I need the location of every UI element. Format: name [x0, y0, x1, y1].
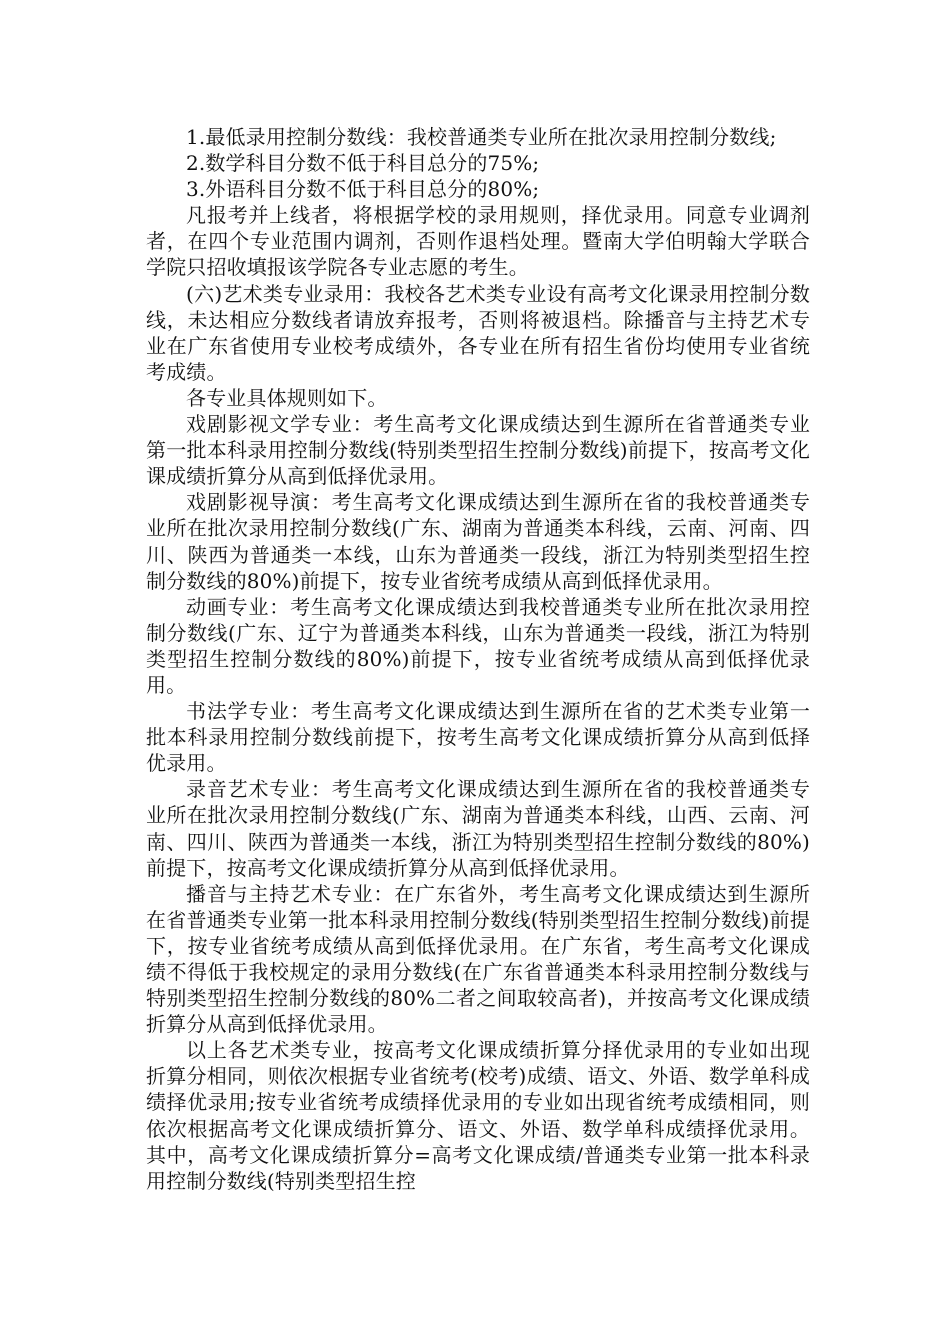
paragraph-tie-breaking: 以上各艺术类专业，按高考文化课成绩折算分择优录用的专业如出现折算分相同，则依次根据专业省统考(校考)成绩、语文、外语、数学单科成绩择优录用;按专业省统考成绩择优录用的专业如出现省统考成绩相同，则依次根据高考文化课成绩折算分、语文、外语、数学单科成绩择优录用。其中，高考文化课成绩折算分=高考文化课成绩/普通类专业第一批本科录用控制分数线(特别类型招生控 [146, 1038, 810, 1193]
paragraph-rules-intro: 各专业具体规则如下。 [186, 385, 388, 410]
document-body [146, 124, 810, 1194]
paragraph-foreign-language-score: 3.外语科目分数不低于科目总分的80%; [186, 177, 540, 202]
paragraph-min-score: 1.最低录用控制分数线：我校普通类专业所在批次录用控制分数线; [186, 125, 777, 149]
paragraph-art-admission: (六)艺术类专业录用：我校各艺术类专业设有高考文化课录用控制分数线，未达相应分数线者请放弃报考，否则将被退档。除播音与主持艺术专业在广东省使用专业校考成绩外，各专业在所有招生省份均使用专业省统考成绩。 [146, 281, 810, 384]
paragraph-broadcasting: 播音与主持艺术专业：在广东省外，考生高考文化课成绩达到生源所在省普通类专业第一批本科录用控制分数线(特别类型招生控制分数线)前提下，按专业省统考成绩从高到低择优录用。在广东省，考生高考文化课成绩不得低于我校规定的录用分数线(在广东省普通类本科录用控制分数线与特别类型招生控制分数线的80%二者之间取较高者)，并按高考文化课成绩折算分从高到低择优录用。 [146, 881, 810, 1037]
paragraph-math-score: 2.数学科目分数不低于科目总分的75%; [186, 151, 540, 176]
paragraph-admission-rule: 凡报考并上线者，将根据学校的录用规则，择优录用。同意专业调剂者，在四个专业范围内调剂，否则作退档处理。暨南大学伯明翰大学联合学院只招收填报该学院各专业志愿的考生。 [146, 203, 810, 280]
paragraph-drama-directing: 戏剧影视导演：考生高考文化课成绩达到生源所在省的我校普通类专业所在批次录用控制分数线(广东、湖南为普通类本科线，云南、河南、四川、陕西为普通类一本线，山东为普通类一段线，浙江为特别类型招生控制分数线的80%)前提下，按专业省统考成绩从高到低择优录用。 [146, 490, 810, 593]
paragraph-calligraphy: 书法学专业：考生高考文化课成绩达到生源所在省的艺术类专业第一批本科录用控制分数线前提下，按考生高考文化课成绩折算分从高到低择优录用。 [146, 699, 810, 776]
paragraph-drama-literature: 戏剧影视文学专业：考生高考文化课成绩达到生源所在省普通类专业第一批本科录用控制分数线(特别类型招生控制分数线)前提下，按高考文化课成绩折算分从高到低择优录用。 [146, 412, 810, 489]
paragraph-animation: 动画专业：考生高考文化课成绩达到我校普通类专业所在批次录用控制分数线(广东、辽宁为普通类本科线，山东为普通类一段线，浙江为特别类型招生控制分数线的80%)前提下，按专业省统考成绩从高到低择优录用。 [146, 594, 810, 697]
paragraph-recording-art: 录音艺术专业：考生高考文化课成绩达到生源所在省的我校普通类专业所在批次录用控制分数线(广东、湖南为普通类本科线，山西、云南、河南、四川、陕西为普通类一本线，浙江为特别类型招生控制分数线的80%)前提下，按高考文化课成绩折算分从高到低择优录用。 [146, 777, 810, 880]
